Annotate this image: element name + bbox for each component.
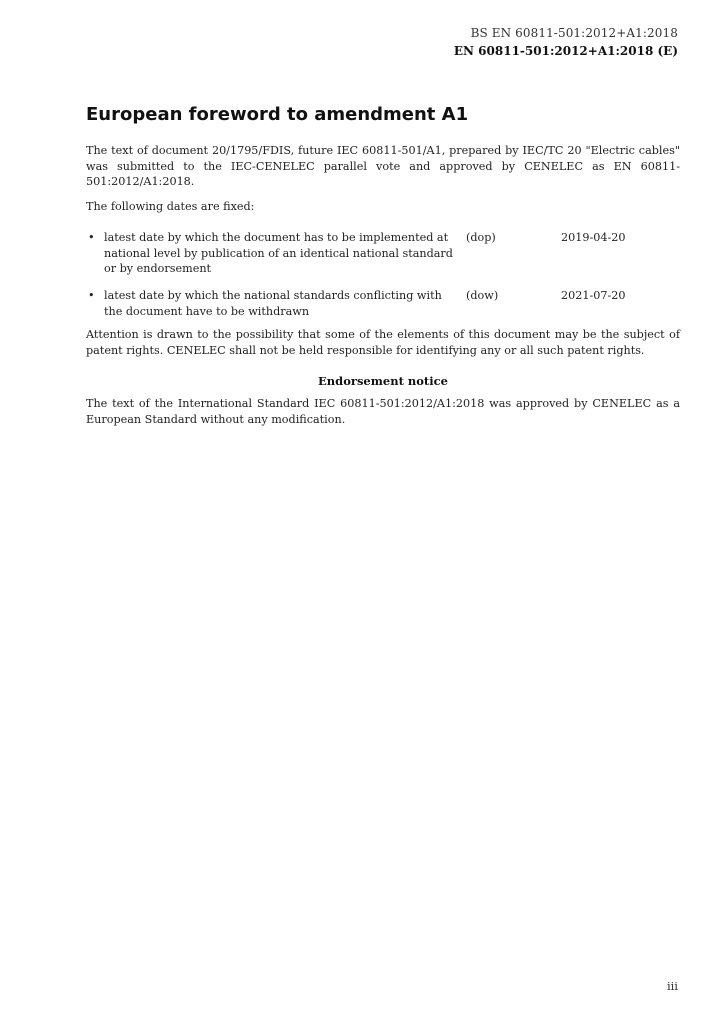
date-code: (dow) [466, 289, 499, 302]
date-description: latest date by which the national standards conflicting with the document have to be withdrawn [104, 289, 442, 318]
attention-paragraph: Attention is drawn to the possibility that some of the elements of this document may be the subject of patent rights. CENELEC shall not be held responsible for identifying any or all such patent rights. [86, 328, 680, 357]
header-standard-en: EN 60811-501:2012+A1:2018 (E) [453, 44, 678, 58]
page-number: iii [666, 979, 678, 993]
date-value: 2019-04-20 [561, 231, 626, 244]
endorsement-paragraph: The text of the International Standard IEC 60811-501:2012/A1:2018 was approved by CENELEC as a European Standard without any modification. [86, 397, 680, 426]
date-value: 2021-07-20 [561, 289, 626, 302]
bullet-icon: • [88, 289, 95, 302]
header-standard-bs: BS EN 60811-501:2012+A1:2018 [470, 26, 678, 40]
page-title: European foreword to amendment A1 [86, 104, 469, 125]
dates-intro-paragraph: The following dates are fixed: [86, 200, 255, 213]
endorsement-heading: Endorsement notice [318, 374, 448, 388]
intro-paragraph: The text of document 20/1795/FDIS, future IEC 60811-501/A1, prepared by IEC/TC 20 "Electric cables" was submitted to the IEC-CENELEC parallel vote and approved by CENELEC as EN 60811-501:2012/A1:2018. [86, 144, 680, 188]
date-code: (dop) [466, 231, 496, 244]
bullet-icon: • [88, 231, 95, 244]
date-description: latest date by which the document has to be implemented at national level by publication of an identical national standard or by endorsement [104, 231, 453, 275]
